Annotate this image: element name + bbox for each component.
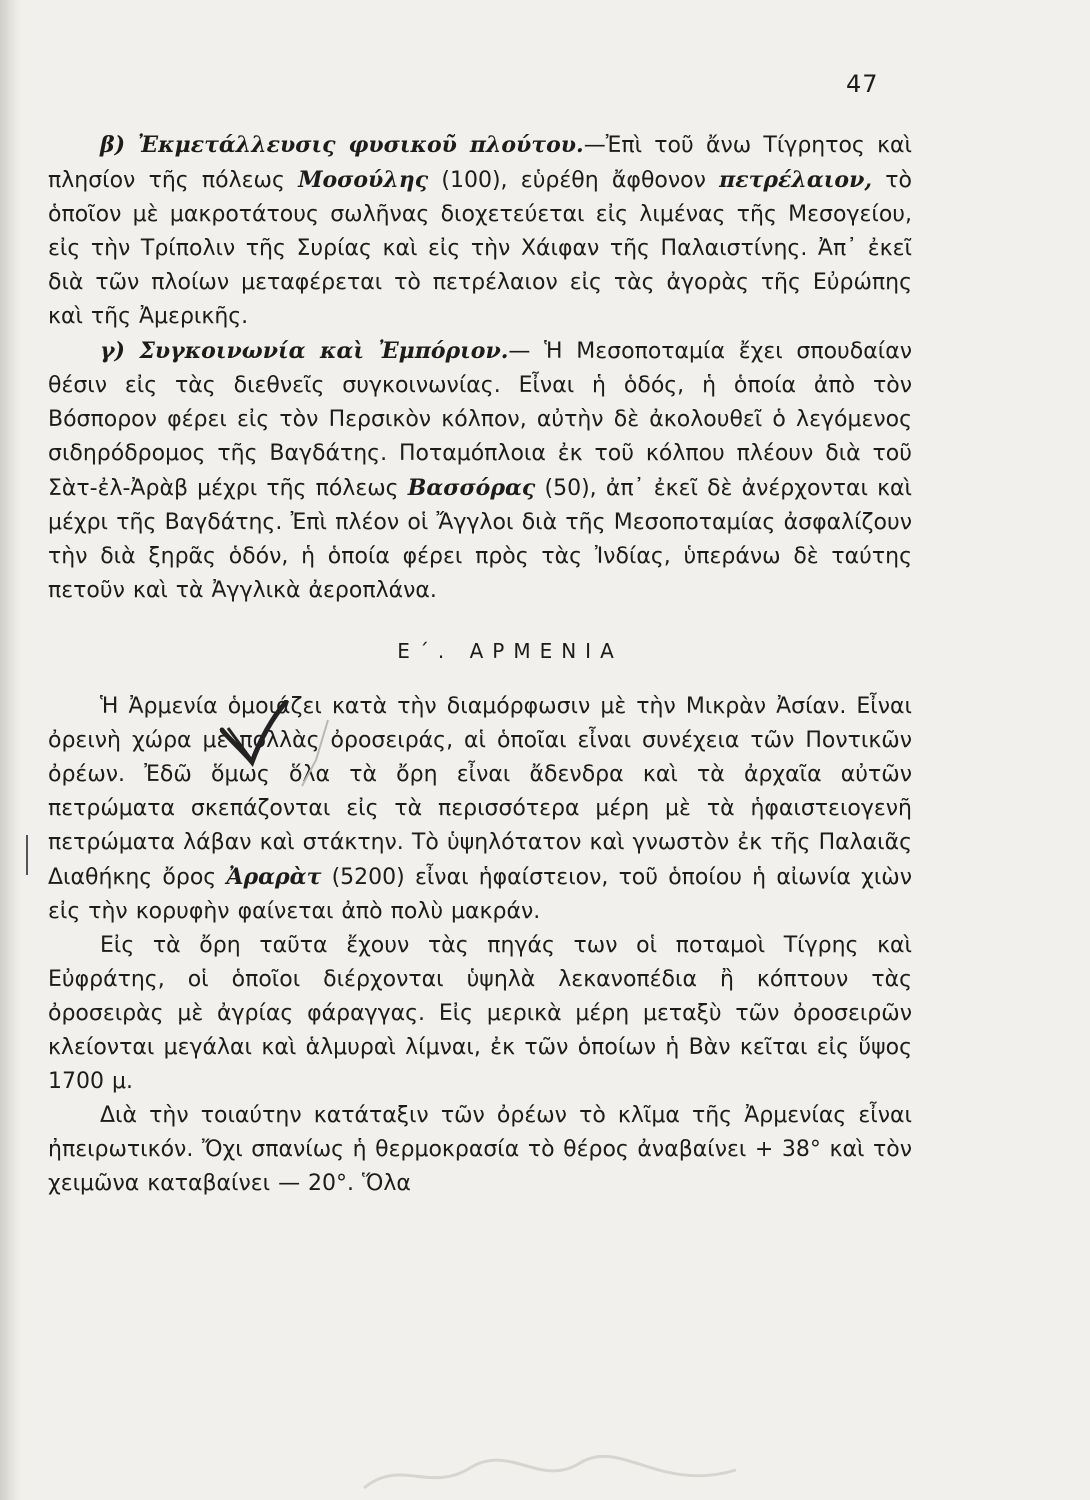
paragraph-text: (100), εὑρέθη ἄφθονον [428,168,720,193]
paragraph-text: (5200) εἶναι ἡφαίστειον, τοῦ ὁποίου ἡ αἰωνία χιὼν εἰς τὴν κορυφὴν φαίνεται ἀπὸ πολὺ μακράν. [48,865,912,924]
section-title-armenia: Ε΄. ΑΡΜΕΝΙΑ [397,639,623,663]
handwritten-checkmark-icon [220,700,340,790]
bleed-through-scribble [360,1448,740,1498]
paragraph-communication-trade [48,334,912,608]
paragraph-text: (50), ἀπ᾽ ἐκεῖ δὲ ἀνέρχονται καὶ μέχρι τῆς Βαγδάτης. Ἐπὶ πλέον οἱ Ἄγγλοι διὰ τῆς Μεσοποταμίας ἀσφαλίζουν τὴν διὰ ξηρᾶς ὁδόν, ἡ ὁποία φέρει πρὸς τὰς Ἰνδίας, ὑπεράνω δὲ ταύτης πετοῦν καὶ τὰ Ἀγγλικὰ ἀεροπλάνα. [48,476,912,603]
place-name-mosul: Μοσούλης [298,167,429,193]
subheading-natural-wealth: β) Ἐκμετάλλευσις φυσικοῦ πλούτου. [100,132,584,158]
place-name-basra: Βασσόρας [407,475,536,501]
paragraph-text: Ἡ Ἀρμενία ὁμοιάζει κατὰ τὴν διαμόρφωσιν μὲ τὴν Μικρὰν Ἀσίαν. Εἶναι ὀρεινὴ χώρα μὲ πολλὰς ὀροσειράς, αἱ ὁποῖαι εἶναι συνέχεια τῶν Ποντικῶν ὀρέων. Ἐδῶ ὅμως ὅλα τὰ ὄρη εἶναι ἄδενδρα καὶ τὰ ἀρχαῖα αὐτῶν πετρώματα σκεπάζονται εἰς τὰ περισσότερα μέρη μὲ τὰ ἡφαιστειογενῆ πετρώματα λάβαν καὶ στάκτην. Τὸ ὑψηλότατον καὶ γνωστὸν ἐκ τῆς Παλαιᾶς Διαθήκης ὄρος [48,694,912,890]
paragraph-text: — Ἡ Μεσοποταμία ἔχει σπουδαίαν θέσιν εἰς τὰς διεθνεῖς συγκοινωνίας. Εἶναι ἡ ὁδός, ἡ ὁποία ἀπὸ τὸν Βόσπορον φέρει εἰς τὸν Περσικὸν κόλπον, αὐτὴν δὲ ἀκολουθεῖ ὁ λεγόμενος σιδηρόδρομος τῆς Βαγδάτης. Ποταμόπλοια ἐκ τοῦ κόλπου πλέουν διὰ τοῦ Σὰτ-ἐλ-Ἀρὰβ μέχρι τῆς πόλεως [48,339,912,501]
place-name-ararat: Ἀραρὰτ [226,864,322,890]
term-petroleum: πετρέλαιον, [719,167,873,193]
paragraph-text: τὸ ὁποῖον μὲ μακροτάτους σωλῆνας διοχετεύεται εἰς λιμένας τῆς Μεσογείου, εἰς τὴν Τρίπολιν τῆς Συρίας καὶ εἰς τὴν Χάιφαν τῆς Παλαιστίνης. Ἀπ᾽ ἐκεῖ διὰ τῶν πλοίων μεταφέρεται τὸ πετρέλαιον εἰς τὰς ἀγορὰς τῆς Εὐρώπης καὶ τῆς Ἀμερικῆς. [48,168,912,329]
paragraph-armenia-rivers: Εἰς τὰ ὄρη ταῦτα ἔχουν τὰς πηγάς των οἱ ποταμοὶ Τίγρης καὶ Εὐφράτης, οἱ ὁποῖοι διέρχονται ὑψηλὰ λεκανοπέδια ἢ κόπτουν τὰς ὀροσειρὰς μὲ ἀγρίας φάραγγας. Εἰς μερικὰ μέρη μεταξὺ τῶν ὀροσειρῶν κλείονται μεγάλαι καὶ ἁλμυραὶ λίμναι, ἐκ τῶν ὁποίων ἡ Βὰν κεῖται εἰς ὕψος 1700 μ. [48,933,912,1094]
paragraph-armenia-climate: Διὰ τὴν τοιαύτην κατάταξιν τῶν ὀρέων τὸ κλῖμα τῆς Ἀρμενίας εἶναι ἠπειρωτικόν. Ὄχι σπανίως ἡ θερμοκρασία τὸ θέρος ἀναβαίνει + 38° καὶ τὸν χειμῶνα καταβαίνει — 20°. Ὅλα [48,1103,912,1196]
page-spine-shadow [0,0,22,1500]
page-body [48,128,912,1201]
paragraph-natural-wealth [48,128,912,334]
subheading-communication-trade: γ) Συγκοινωνία καὶ Ἐμπόριον. [100,338,509,364]
paragraph-text: —Ἐπὶ τοῦ ἄνω Τίγρητος καὶ πλησίον τῆς πόλεως [48,133,913,193]
paragraph-armenia-terrain [48,690,912,929]
page-number: 47 [846,70,879,98]
margin-pencil-mark [26,835,28,875]
